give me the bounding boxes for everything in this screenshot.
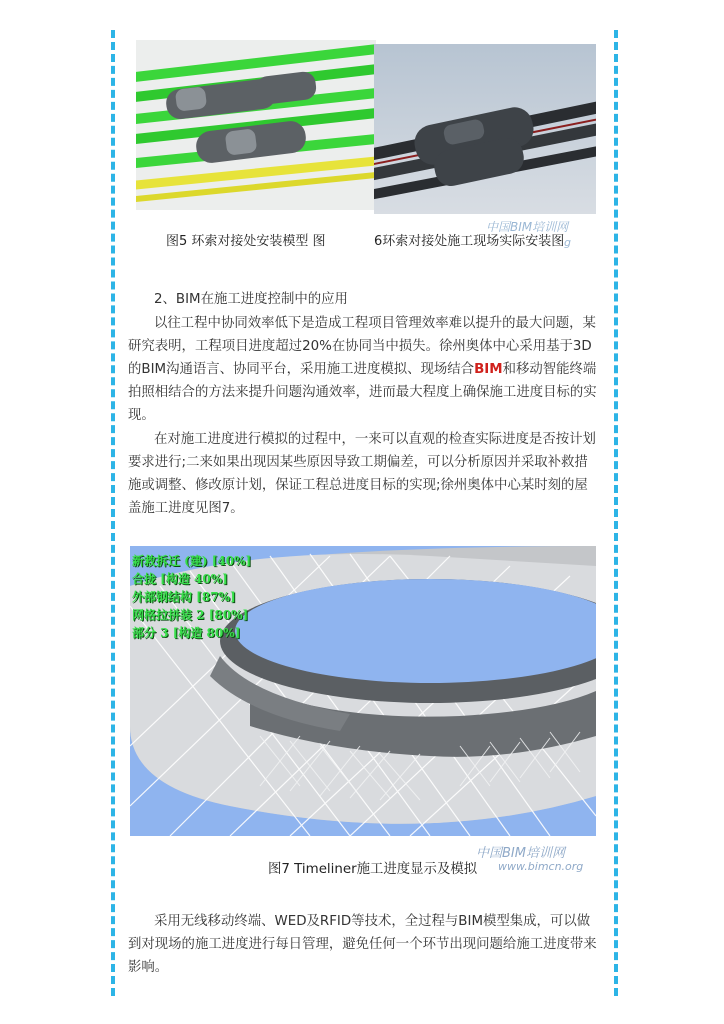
right-dashed-border bbox=[614, 30, 618, 996]
left-dashed-border bbox=[111, 30, 115, 996]
watermark-url: www.bimcn.org bbox=[498, 860, 584, 873]
legend-item: 网格拉拼装 2 [80%] bbox=[132, 608, 249, 622]
figure-5-caption: 图5 环索对接处安装模型 图 bbox=[166, 234, 326, 249]
on-site-installation-image bbox=[374, 44, 596, 214]
legend-item: 合拢 [构造 40%] bbox=[132, 572, 228, 586]
watermark: 中国BIM培训网 bbox=[486, 220, 569, 234]
figure-5-6 bbox=[136, 40, 598, 255]
paragraph-3: 采用无线移动终端、WED及RFID等技术，全过程与BIM模型集成，可以做到对现场的施工进度进行每日管理，避免任何一个环节出现问题给施工进度带来影响。 bbox=[128, 914, 597, 975]
section-heading: 2、BIM在施工进度控制中的应用 bbox=[154, 292, 348, 307]
paragraph-1-text-b: 和移动智能终端拍照相结合的方法来提升问题沟通效率，进而最大程度上确保施工进度目标的实现。 bbox=[128, 362, 597, 423]
watermark: 中国BIM培训网 bbox=[476, 846, 565, 861]
figure-6-caption: 6环索对接处施工现场实际安装图 bbox=[374, 234, 565, 249]
figure-7-caption: 图7 Timeliner施工进度显示及模拟 bbox=[268, 862, 478, 877]
legend-item: 新救拆迁 (建) [40%] bbox=[132, 554, 252, 568]
paragraph-1 bbox=[128, 312, 600, 427]
figure-7-image bbox=[130, 546, 596, 836]
watermark-suffix: g bbox=[564, 236, 571, 249]
paragraph-1-text-a: 以往工程中协同效率低下是造成工程项目管理效率难以提升的最大问题，某研究表明，工程项目进度超过20%在协同当中损失。徐州奥体中心采用基于3D的BIM沟通语言、协同平台，采用施工进度模拟、现场结合 bbox=[128, 316, 596, 377]
ring-cable-model-image bbox=[136, 40, 376, 210]
bim-highlight: BIM bbox=[474, 362, 503, 377]
progress-legend bbox=[132, 552, 251, 642]
legend-item: 外部钢结构 [87%] bbox=[132, 590, 236, 604]
paragraph-2: 在对施工进度进行模拟的过程中，一来可以直观的检查实际进度是否按计划要求进行;二来如果出现因某些原因导致工期偏差，可以分析原因并采取补救措施或调整、修改原计划，保证工程总进度目标的实现;徐州奥体中心某时刻的屋盖施工进度见图7。 bbox=[128, 432, 596, 516]
legend-item: 部分 3 [构造 80%] bbox=[132, 626, 241, 640]
